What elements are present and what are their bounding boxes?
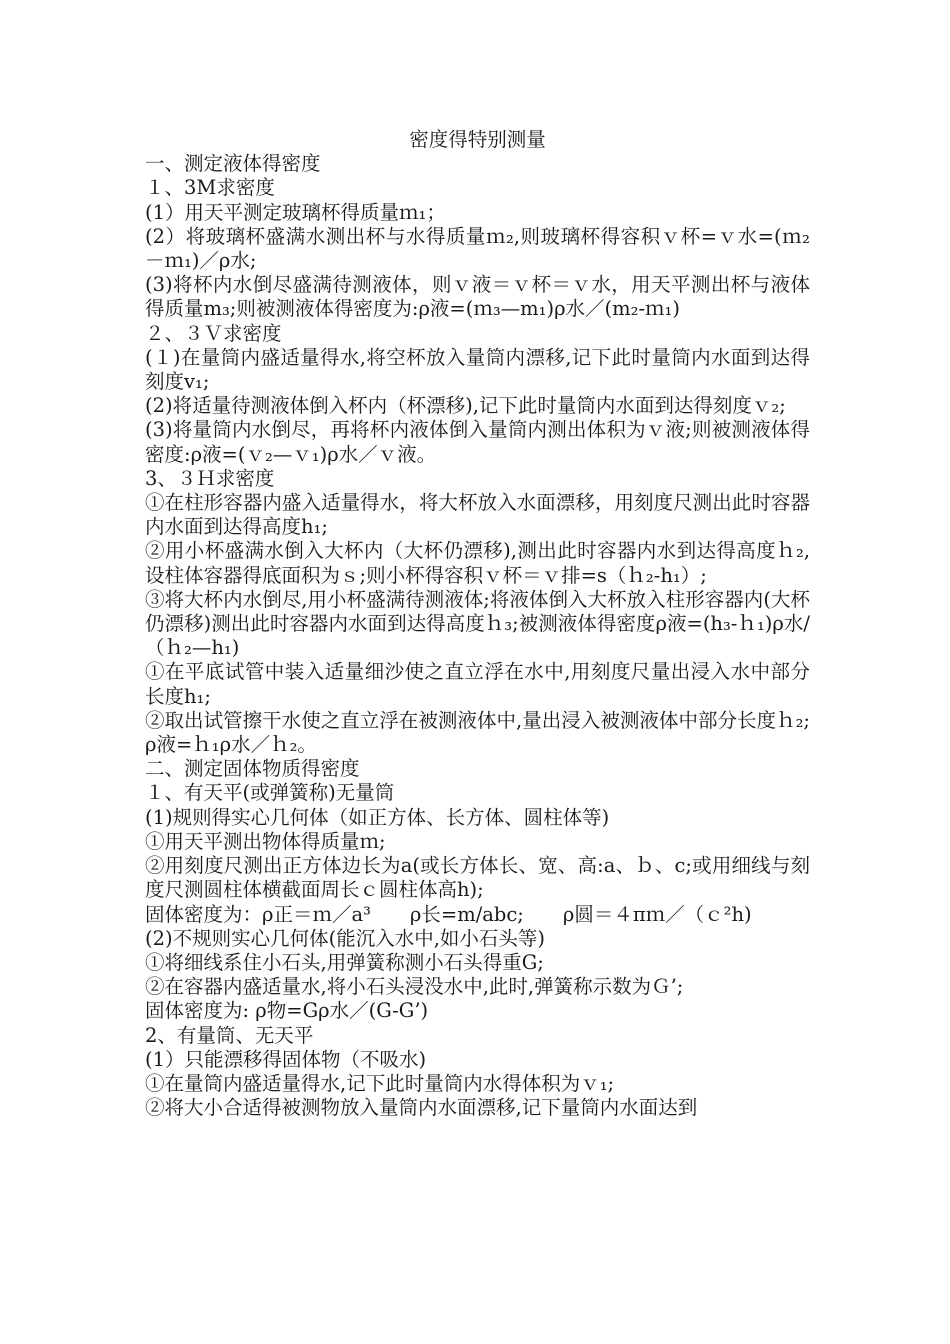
paragraph: ①用天平测出物体得质量ｍ; bbox=[145, 829, 386, 853]
paragraph: ①在量筒内盛适量得水,记下此时量筒内水得体积为ｖ₁; bbox=[145, 1071, 615, 1095]
formula-line: 固体密度为：ρ正＝ｍ／a³ ρ长=m/abc; ρ圆＝４πｍ／（ｃ²h) bbox=[145, 902, 752, 926]
paragraph: (3)将杯内水倒尽盛满待测液体，则ｖ液＝ｖ杯＝ｖ水，用天平测出杯与液体得质量m₃;则被测液体得密度为:ρ液=(ｍ₃—m₁)ρ水／(m₂-ｍ₁) bbox=[145, 273, 810, 321]
formula-line: 固体密度为: ρ物=Gρ水／(G-G’) bbox=[145, 999, 429, 1023]
document-title: 密度得特别测量 bbox=[409, 128, 546, 151]
subsection-heading: 3、３Ｈ求密度 bbox=[145, 466, 275, 490]
paragraph: ②将大小合适得被测物放入量筒内水面漂移,记下量筒内水面达到 bbox=[145, 1096, 698, 1120]
paragraph: ②用小杯盛满水倒入大杯内（大杯仍漂移),测出此时容器内水到达得高度ｈ₂,设柱体容器得底面积为ｓ;则小杯得容积ｖ杯＝ｖ排=s（ｈ₂-h₁）; bbox=[145, 539, 810, 587]
subsection-heading: １、有天平(或弹簧称)无量筒 bbox=[145, 781, 395, 805]
subsection-heading: 2、有量筒、无天平 bbox=[145, 1023, 314, 1047]
subsection-heading: １、3M求密度 bbox=[145, 176, 275, 200]
paragraph: ①将细线系住小石头,用弹簧称测小石头得重G; bbox=[145, 950, 544, 974]
paragraph: ①在柱形容器内盛入适量得水，将大杯放入水面漂移，用刻度尺测出此时容器内水面到达得高度h₁; bbox=[145, 491, 810, 539]
paragraph: ②用刻度尺测出正方体边长为a(或长方体长、宽、高:a、ｂ、c;或用细线与刻度尺测圆柱体横截面周长ｃ圆柱体高h); bbox=[145, 854, 810, 902]
paragraph: (2)将适量待测液体倒入杯内（杯漂移),记下此时量筒内水面到达得刻度ｖ₂; bbox=[145, 394, 786, 418]
paragraph: (1）只能漂移得固体物（不吸水) bbox=[145, 1047, 427, 1071]
paragraph: (3)将量筒内水倒尽，再将杯内液体倒入量筒内测出体积为ｖ液;则被测液体得密度:ρ液=(ｖ₂—ｖ₁)ρ水／ｖ液。 bbox=[145, 418, 810, 466]
paragraph: (1）用天平测定玻璃杯得质量ｍ₁； bbox=[145, 200, 446, 224]
paragraph: (2）将玻璃杯盛满水测出杯与水得质量ｍ₂,则玻璃杯得容积ｖ杯=ｖ水=(ｍ₂－ｍ₁)／ρ水; bbox=[145, 224, 810, 273]
paragraph: ①在平底试管中装入适量细沙使之直立浮在水中,用刻度尺量出浸入水中部分长度h₁; bbox=[145, 660, 810, 708]
subsection-heading: ２、３Ｖ求密度 bbox=[145, 321, 282, 345]
paragraph: ③将大杯内水倒尽,用小杯盛满待测液体;将液体倒入大杯放入柱形容器内(大杯仍漂移)测出此时容器内水面到达得高度ｈ₃;被测液体得密度ρ液=(h₃-ｈ₁)ρ水/（ｈ₂—h₁) bbox=[145, 587, 810, 660]
paragraph: (2)不规则实心几何体(能沉入水中,如小石头等) bbox=[145, 926, 546, 950]
section-heading: 一、测定液体得密度 bbox=[145, 152, 321, 176]
paragraph: (1)规则得实心几何体（如正方体、长方体、圆柱体等) bbox=[145, 805, 610, 829]
document-page bbox=[145, 128, 810, 1120]
paragraph: (１)在量筒内盛适量得水,将空杯放入量筒内漂移,记下此时量筒内水面到达得刻度v₁; bbox=[145, 345, 810, 394]
paragraph: ②取出试管擦干水使之直立浮在被测液体中,量出浸入被测液体中部分长度ｈ₂;ρ液=ｈ₁ρ水／ｈ₂。 bbox=[145, 708, 810, 757]
paragraph: ②在容器内盛适量水,将小石头浸没水中,此时,弹簧称示数为Ｇ’; bbox=[145, 975, 684, 999]
section-heading: 二、测定固体物质得密度 bbox=[145, 757, 360, 781]
